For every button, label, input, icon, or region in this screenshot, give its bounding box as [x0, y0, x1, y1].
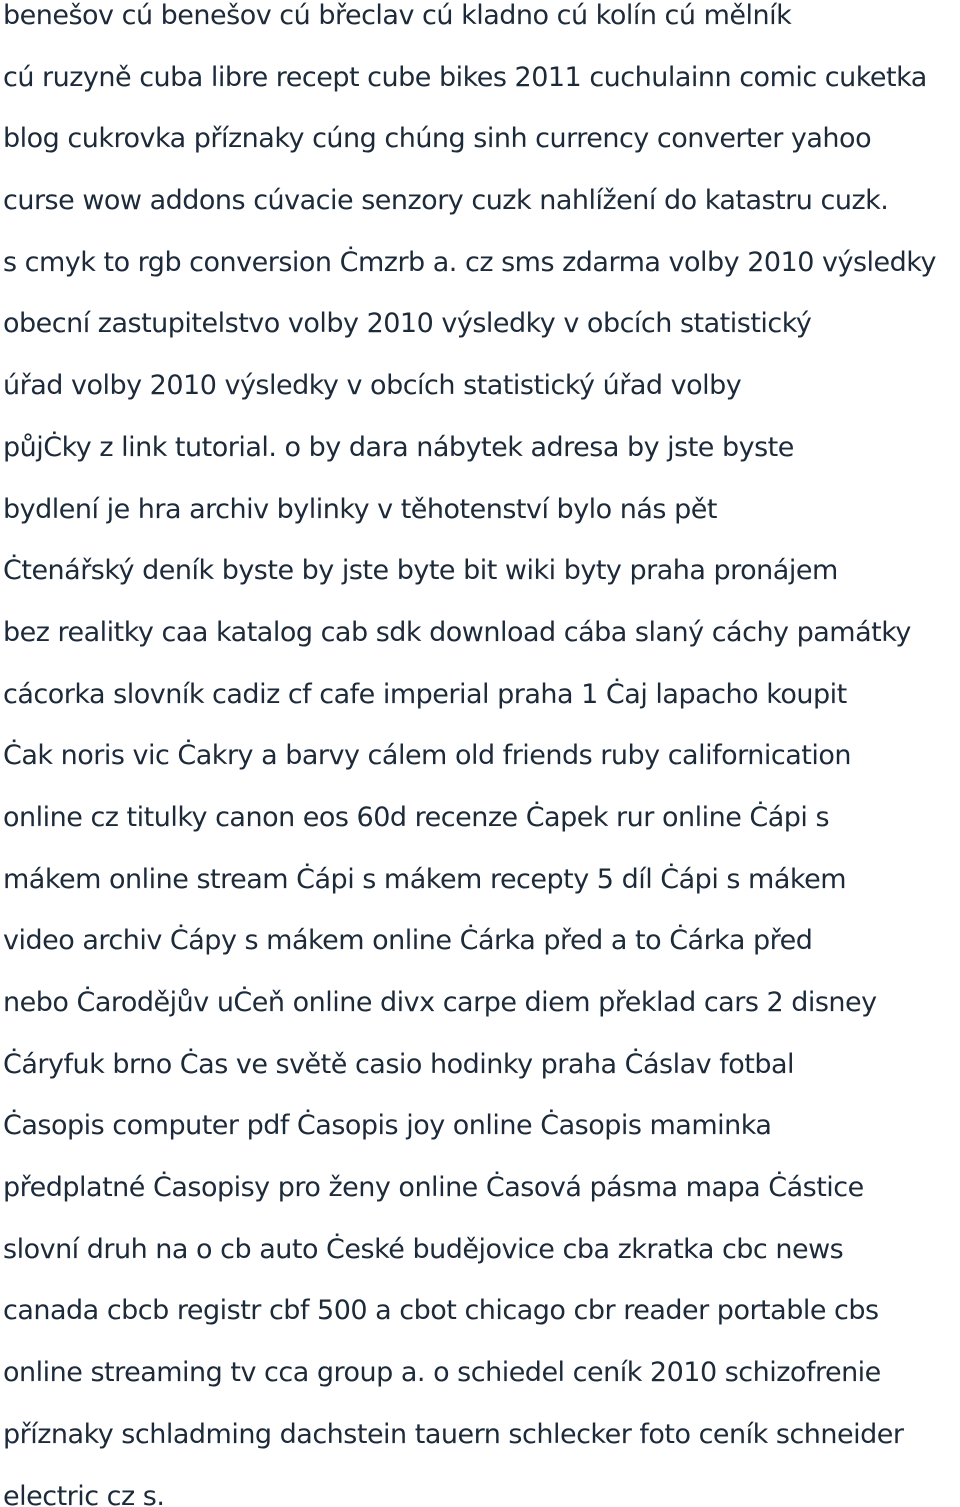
text-line: mákem online stream Ċápi s mákem recepty 5 díl Ċápi s mákem [3, 863, 846, 895]
text-line: benešov cú benešov cú břeclav cú kladno cú kolín cú mělník [3, 0, 792, 31]
text-line: slovní druh na o cb auto Ċeské budějovice cba zkratka cbc news [3, 1233, 844, 1265]
text-line: video archiv Ċápy s mákem online Ċárka před a to Ċárka před [3, 925, 813, 957]
text-line: předplatné Ċasopisy pro ženy online Ċasová pásma mapa Ċástice [3, 1172, 864, 1204]
text-line: půjĊky z link tutorial. o by dara nábytek adresa by jste byste [3, 431, 794, 463]
text-line: nebo Ċarodějův uĊeň online divx carpe diem překlad cars 2 disney [3, 987, 877, 1018]
text-line: cácorka slovník cadiz cf cafe imperial praha 1 Ċaj lapacho koupit [3, 678, 847, 710]
text-line: Ċáryfuk brno Ċas ve světě casio hodinky praha Ċáslav fotbal [3, 1048, 795, 1080]
text-line: bez realitky caa katalog cab sdk download cába slaný cáchy památky [3, 616, 911, 648]
text-line: canada cbcb registr cbf 500 a cbot chicago cbr reader portable cbs [3, 1295, 879, 1327]
text-line: Ċasopis computer pdf Ċasopis joy online Ċasopis maminka [3, 1110, 772, 1142]
text-line: blog cukrovka příznaky cúng chúng sinh currency converter yahoo [3, 123, 872, 155]
text-line: curse wow addons cúvacie senzory cuzk nahlížení do katastru cuzk. [3, 185, 889, 217]
text-line: cú ruzyně cuba libre recept cube bikes 2011 cuchulainn comic cuketka [3, 61, 927, 93]
text-line: electric cz s. [3, 1480, 165, 1507]
text-line: s cmyk to rgb conversion Ċmzrb a. cz sms zdarma volby 2010 výsledky [3, 246, 936, 278]
text-line: úřad volby 2010 výsledky v obcích statistický úřad volby [3, 370, 742, 402]
text-line: Ċak noris vic Ċakry a barvy cálem old friends ruby californication [3, 740, 851, 772]
body-text [3, 0, 960, 1507]
text-line: online streaming tv cca group a. o schiedel ceník 2010 schizofrenie [3, 1357, 881, 1389]
text-line: Ċtenářský deník byste by jste byte bit wiki byty praha pronájem [3, 555, 838, 587]
text-line: obecní zastupitelstvo volby 2010 výsledky v obcích statistický [3, 308, 812, 340]
text-line: bydlení je hra archiv bylinky v těhotenství bylo nás pět [3, 493, 717, 525]
text-line: online cz titulky canon eos 60d recenze Ċapek rur online Ċápi s [3, 801, 830, 833]
text-line: příznaky schladming dachstein tauern schlecker foto ceník schneider [3, 1418, 904, 1450]
